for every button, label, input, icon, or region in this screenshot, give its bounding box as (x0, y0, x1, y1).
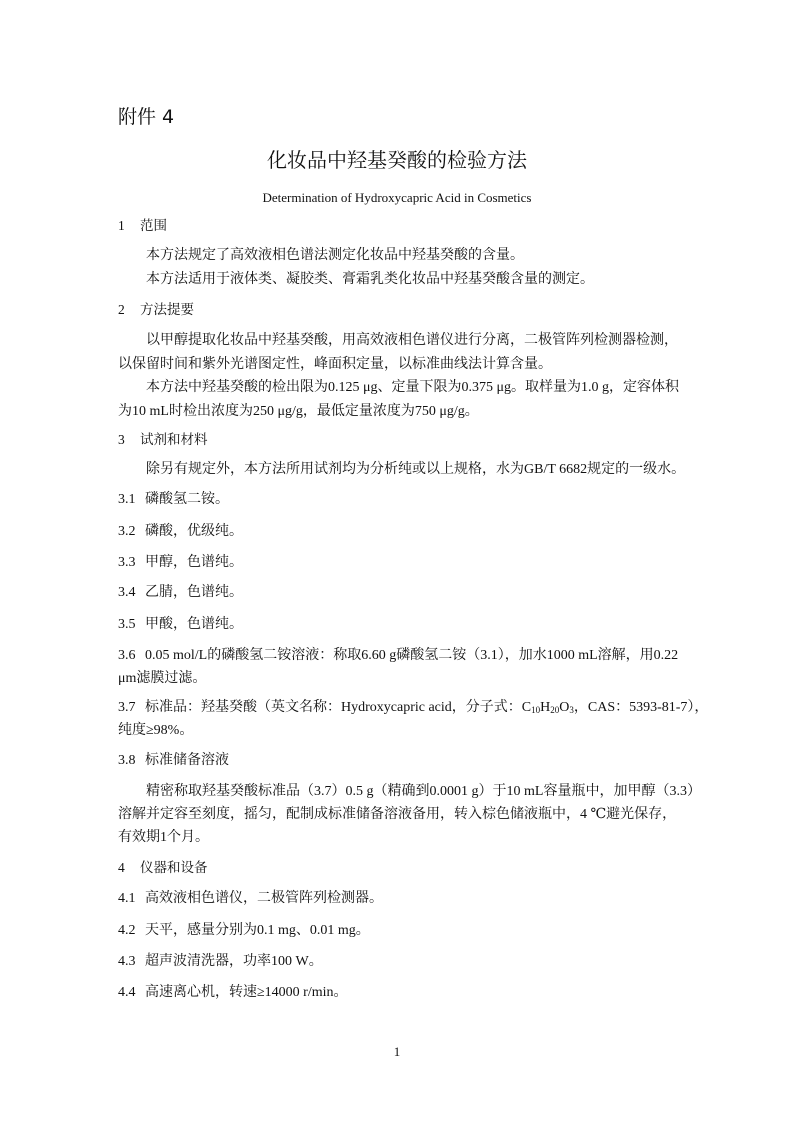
paragraph-line: 为10 mL时检出浓度为250 μg/g，最低定量浓度为750 μg/g。 (118, 404, 479, 419)
item-3-1: 3.1 磷酸氢二铵。 (118, 492, 229, 507)
item-3-7: 3.7 标准品：羟基癸酸（英文名称：Hydroxycapric acid，分子式：$C_{10}H_{20}O_3$，CAS：5393-81-7）， (118, 700, 709, 715)
item-4-2: 4.2 天平，感量分别为0.1 mg、0.01 mg。 (118, 923, 370, 938)
paragraph-line: 本方法规定了高效液相色谱法测定化妆品中羟基癸酸的含量。 (146, 248, 524, 263)
page-number: 1 (393, 1044, 401, 1059)
paragraph-line: 以保留时间和紫外光谱图定性，峰面积定量，以标准曲线法计算含量。 (118, 357, 552, 372)
paragraph-line: μm滤膜过滤。 (118, 671, 207, 686)
paragraph-line: 有效期1个月。 (118, 830, 209, 845)
page-title: 化妆品中羟基癸酸的检验方法 (267, 148, 527, 172)
paragraph-line: 除另有规定外，本方法所用试剂均为分析纯或以上规格，水为GB/T 6682规定的一级水。 (146, 462, 686, 477)
item-3-4: 3.4 乙腈，色谱纯。 (118, 585, 243, 600)
section-4-heading: 4 仪器和设备 (118, 860, 208, 876)
section-2-heading: 2 方法提要 (118, 302, 194, 318)
paragraph-line: 精密称取羟基癸酸标准品（3.7）0.5 g（精确到0.0001 g）于10 mL容量瓶中，加甲醇（3.3） (146, 784, 701, 799)
paragraph-line: 纯度≥98%。 (118, 723, 194, 738)
section-1-heading: 1 范围 (118, 218, 167, 234)
item-4-3: 4.3 超声波清洗器，功率100 W。 (118, 954, 323, 969)
annex-label: 附件 4 (118, 106, 175, 128)
item-4-4: 4.4 高速离心机，转速≥14000 r/min。 (118, 985, 348, 1000)
item-3-2: 3.2 磷酸，优级纯。 (118, 524, 243, 539)
item-3-8: 3.8 标准储备溶液 (118, 753, 229, 768)
item-3-5: 3.5 甲酸，色谱纯。 (118, 617, 243, 632)
paragraph-line: 本方法适用于液体类、凝胶类、膏霜乳类化妆品中羟基癸酸含量的测定。 (146, 272, 594, 287)
item-3-6: 3.6 0.05 mol/L的磷酸氢二铵溶液：称取6.60 g磷酸氢二铵（3.1），加水1000 mL溶解，用0.22 (118, 648, 679, 663)
paragraph-line: 本方法中羟基癸酸的检出限为0.125 μg、定量下限为0.375 μg。取样量为1.0 g，定容体积 (146, 380, 680, 395)
item-3-3: 3.3 甲醇，色谱纯。 (118, 555, 243, 570)
subtitle: Determination of Hydroxycapric Acid in Cosmetics (262, 190, 532, 205)
section-3-heading: 3 试剂和材料 (118, 432, 208, 448)
paragraph-line: 以甲醇提取化妆品中羟基癸酸，用高效液相色谱仪进行分离，二极管阵列检测器检测， (146, 333, 678, 348)
item-4-1: 4.1 高效液相色谱仪，二极管阵列检测器。 (118, 891, 383, 906)
paragraph-line: 溶解并定容至刻度，摇匀，配制成标准储备溶液备用，转入棕色储液瓶中，4 ℃避光保存， (118, 807, 677, 822)
